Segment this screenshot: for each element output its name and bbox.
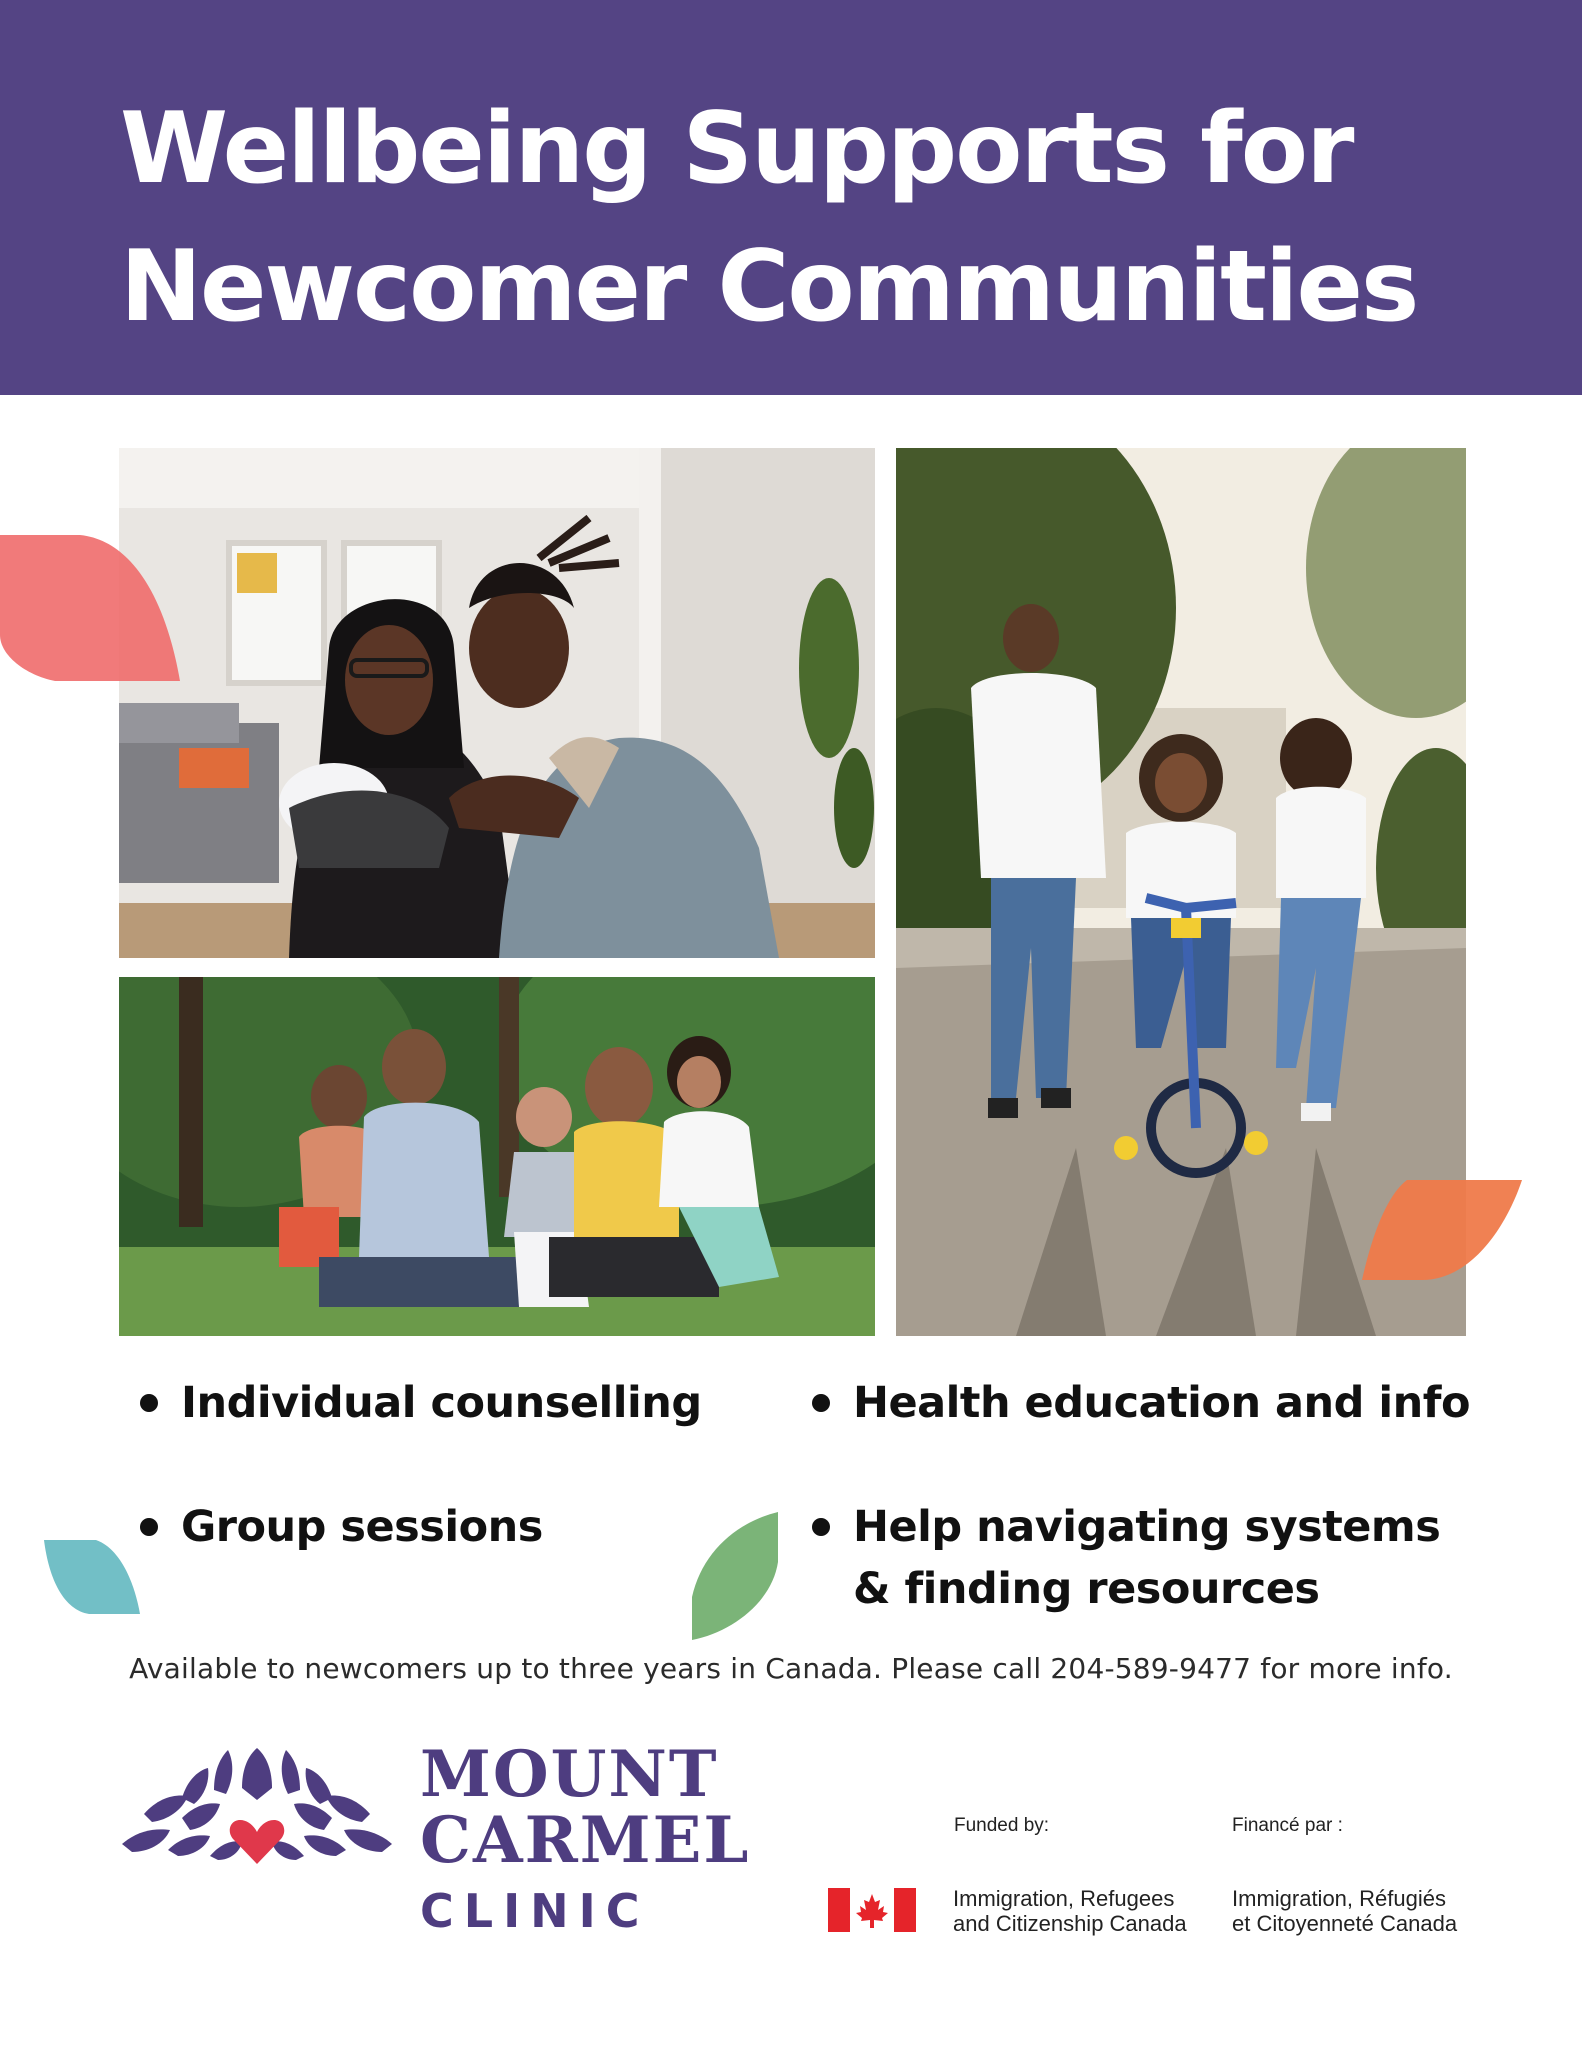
service-item: [810, 1372, 1470, 1434]
service-item: [810, 1496, 1440, 1620]
service-label-continued: & finding resources: [853, 1564, 1320, 1614]
service-label: Group sessions: [181, 1502, 543, 1552]
couple-with-newborn-photo: [119, 448, 875, 958]
coral-leaf-decoration: [0, 535, 180, 681]
title-line-2: Newcomer Communities: [120, 230, 1418, 344]
page-title: [120, 80, 1417, 356]
bullet-icon: [140, 1518, 158, 1536]
service-item: [138, 1496, 543, 1558]
bullet-icon: [812, 1394, 830, 1412]
teal-leaf-decoration: [44, 1540, 140, 1614]
bullet-icon: [812, 1518, 830, 1536]
service-label: Help navigating systems: [853, 1502, 1441, 1552]
availability-note: Available to newcomers up to three years in Canada. Please call 204-589-9477 for more info.: [129, 1652, 1453, 1685]
funder-name-en-line-1: Immigration, Refugees: [953, 1886, 1175, 1911]
title-line-1: Wellbeing Supports for: [120, 92, 1353, 206]
clinic-wordmark: [420, 1737, 751, 1938]
funder-name-en-line-2: and Citizenship Canada: [953, 1911, 1187, 1936]
clinic-name-line-3: CLINIC: [420, 1884, 650, 1938]
funder-name-en: [953, 1886, 1187, 1936]
bullet-icon: [140, 1394, 158, 1412]
funded-by-label: Funded by:: [954, 1815, 1050, 1836]
canada-flag-icon: [828, 1888, 916, 1932]
green-leaf-decoration: [692, 1512, 778, 1640]
lotus-heart-logo-icon: [122, 1748, 392, 1868]
clinic-name-line-2: CARMEL: [420, 1803, 751, 1878]
header-banner: [0, 0, 1582, 395]
orange-leaf-decoration: [1362, 1180, 1522, 1280]
service-label: Health education and info: [853, 1378, 1471, 1428]
funder-name-fr: [1232, 1886, 1457, 1936]
funded-by-label-fr: Financé par :: [1232, 1815, 1343, 1836]
service-label: Individual counselling: [181, 1378, 702, 1428]
funder-name-fr-line-1: Immigration, Réfugiés: [1232, 1886, 1446, 1911]
service-item: [138, 1372, 702, 1434]
clinic-name-line-1: MOUNT: [420, 1737, 719, 1812]
funder-name-fr-line-2: et Citoyenneté Canada: [1232, 1911, 1458, 1936]
family-sitting-in-park-photo: [119, 977, 875, 1336]
